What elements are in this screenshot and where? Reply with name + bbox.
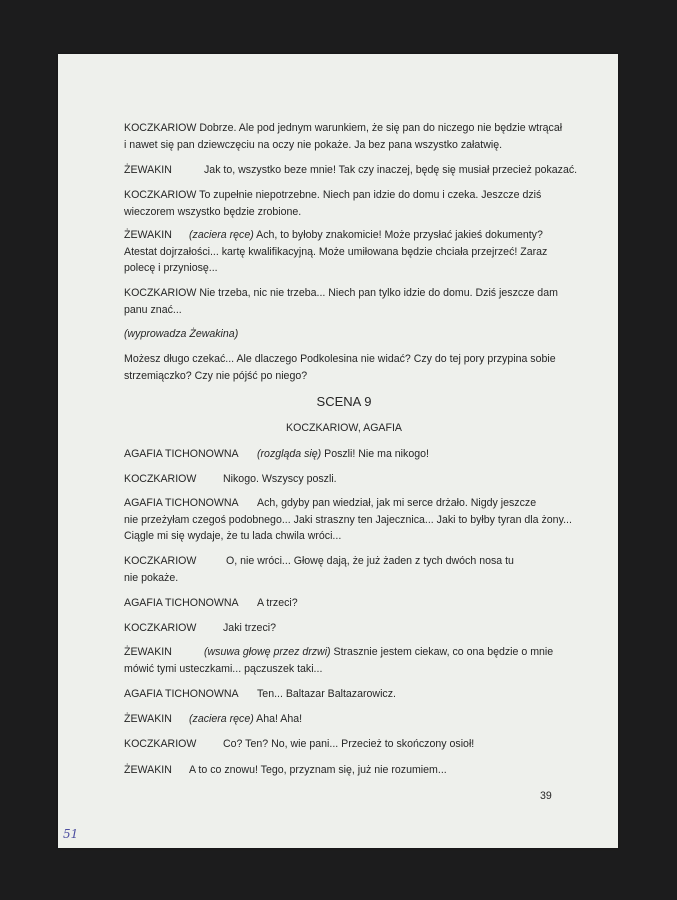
paragraph — [124, 644, 564, 677]
text-line: wieczorem wszystko będzie zrobione. — [124, 205, 302, 218]
scene-cast: KOCZKARIOW, AGAFIA — [286, 422, 402, 434]
stage-direction: (rozgląda się) — [257, 448, 322, 460]
paragraph — [124, 711, 564, 728]
paragraph — [124, 471, 564, 488]
paragraph — [124, 620, 564, 637]
paragraph — [124, 120, 564, 153]
text-line: nie przeżyłam czegoś podobnego... Jaki straszny ten Jajecznica... Jaki to byłby tyran dla żony... — [124, 513, 572, 526]
stage-direction: (wyprowadza Żewakina) — [124, 328, 239, 340]
paragraph — [124, 351, 564, 384]
text-line: mówić tymi usteczkami... pączuszek taki... — [124, 662, 323, 675]
text-line: KOCZKARIOW Nie trzeba, nic nie trzeba... Niech pan tylko idzie do domu. Dziś jeszcze dam — [124, 287, 558, 299]
paragraph — [124, 227, 564, 277]
dialogue: Poszli! Nie ma nikogo! — [321, 448, 429, 460]
speaker: AGAFIA TICHONOWNA — [124, 688, 239, 700]
dialogue: Aha! Aha! — [253, 713, 303, 725]
paragraph — [124, 446, 564, 463]
dialogue: Ach, gdyby pan wiedział, jak mi serce drżało. Nigdy jeszcze — [257, 497, 537, 509]
text-line: i nawet się pan dziewczęciu na oczy nie pokaże. Ja bez pana wszystko załatwię. — [124, 138, 503, 151]
text-line: Ciągle mi się wydaje, że tu lada chwila wróci... — [124, 530, 342, 542]
dialogue: A to co znowu! Tego, przyznam się, już nie rozumiem... — [189, 764, 447, 776]
handwritten-page-number: 51 — [63, 827, 79, 841]
paragraph — [124, 285, 564, 318]
stage-direction: (zaciera ręce) — [189, 713, 254, 725]
dialogue: A trzeci? — [257, 597, 298, 609]
speaker: ŻEWAKIN — [124, 229, 172, 241]
text-line: KOCZKARIOW To zupełnie niepotrzebne. Niech pan idzie do domu i czeka. Jeszcze dziś — [124, 189, 542, 201]
paragraph — [124, 762, 564, 779]
text-line: KOCZKARIOW Dobrze. Ale pod jednym warunkiem, że się pan do niczego nie będzie wtrącał — [124, 122, 563, 134]
speaker: ŻEWAKIN — [124, 164, 172, 176]
paragraph — [124, 686, 564, 703]
speaker: AGAFIA TICHONOWNA — [124, 448, 239, 460]
text-line: panu znać... — [124, 303, 182, 316]
text-line: Możesz długo czekać... Ale dlaczego Podkolesina nie widać? Czy do tej pory przypina sobie — [124, 353, 556, 365]
text-line: Atestat dojrzałości... kartę kwalifikacyjną. Może umiłowana będzie chciała przejrzeć! Zaraz — [124, 245, 548, 258]
stage-direction: (zaciera ręce) — [189, 229, 254, 241]
dialogue: Ach, to byłoby znakomicie! Może przysłać jakieś dokumenty? — [253, 229, 543, 241]
dialogue: Co? Ten? No, wie pani... Przecież to skończony osioł! — [223, 738, 475, 750]
paragraph — [124, 162, 578, 179]
page-number: 39 — [540, 790, 552, 802]
speaker: KOCZKARIOW — [124, 555, 197, 567]
paragraph — [124, 187, 564, 220]
speaker: KOCZKARIOW — [124, 473, 197, 485]
dialogue: Ten... Baltazar Baltazarowicz. — [257, 688, 396, 700]
dialogue: O, nie wróci... Głowę dają, że już żaden z tych dwóch nosa tu — [226, 555, 514, 567]
paragraph — [124, 736, 564, 753]
speaker: AGAFIA TICHONOWNA — [124, 597, 239, 609]
speaker: KOCZKARIOW — [124, 738, 197, 750]
document-page — [58, 54, 618, 848]
scene-title: SCENA 9 — [316, 394, 372, 409]
speaker: ŻEWAKIN — [124, 764, 172, 776]
speaker: AGAFIA TICHONOWNA — [124, 497, 239, 509]
paragraph — [124, 553, 564, 586]
dialogue: Jak to, wszystko beze mnie! Tak czy inaczej, będę się musiał przecież pokazać. — [204, 164, 578, 176]
paragraph — [124, 595, 564, 612]
speaker: ŻEWAKIN — [124, 646, 172, 658]
paragraph — [124, 495, 572, 545]
dialogue: Strasznie jestem ciekaw, co ona będzie o mnie — [330, 646, 554, 658]
dialogue: Jaki trzeci? — [223, 622, 276, 634]
speaker: KOCZKARIOW — [124, 622, 197, 634]
text-line: strzemiączko? Czy nie pójść po niego? — [124, 369, 308, 382]
dialogue: Nikogo. Wszyscy poszli. — [223, 473, 337, 485]
text-line: polecę i przyniosę... — [124, 262, 218, 274]
stage-direction: (wsuwa głowę przez drzwi) — [204, 646, 331, 658]
text-line: nie pokaże. — [124, 571, 179, 584]
speaker: ŻEWAKIN — [124, 713, 172, 725]
